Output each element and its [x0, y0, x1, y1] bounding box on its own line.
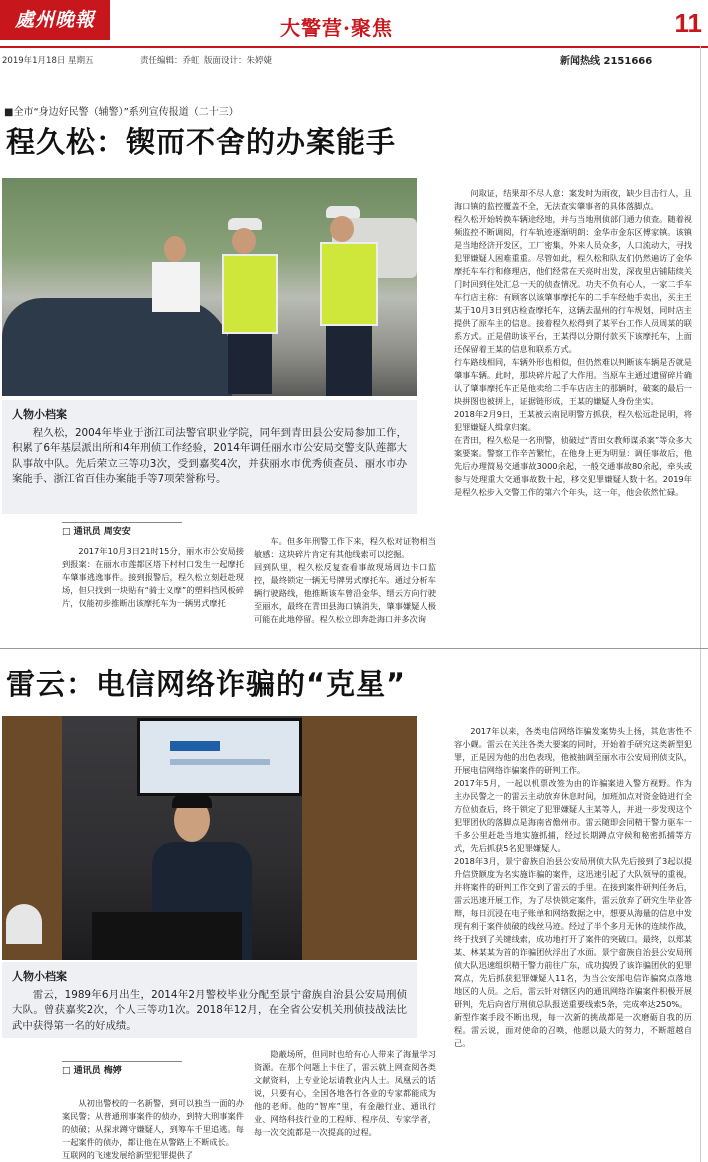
story2-paragraph-b: 隐蔽场所，但同时也给有心人带来了海量学习资源。在那个问题上卡住了，雷云就上网查阅各类文献资料，上专业论坛请教业内人士。凤凰云的话说，只要有心，全国各地各行各业的专家都能成为他的老师。他的“智库”里，有金融行业、通讯行业、网络科技行业的工程师、程序员、专家学者，每一次交流都是一次提高的过程。	[254, 1049, 436, 1137]
page-number: 11	[674, 8, 702, 38]
story2-column-c	[454, 712, 692, 1160]
story2-profile-card	[2, 962, 417, 1038]
story1-paragraph-b: 车。但多年刑警工作下来，程久松对证物相当敏感：这块碎片肯定有其他线索可以挖掘。 回到队里，程久松反复查看事故现场周边卡口监控，最终锁定一辆无号牌男式摩托车。通过分析车辆行驶路线，他推断该车曾沿金华、缙云方向行驶至丽水，最终在青田县海口镇消失，肇事嫌疑人极可能在此地停留。程久松立即奔赴海口并多次询	[254, 536, 436, 624]
story1-paragraph-c: 问取证，结果却不尽人意：案发时为雨夜，缺少目击行人，且海口镇的监控覆盖不全，无法查实肇事者的具体落脚点。 程久松开始转换车辆途经地，并与当地刑侦部门通力侦查。随着视频监控不断调阅，行车轨迹逐渐明朗：金华市金东区傅家镇。该镇是当地经济开发区，工厂密集，外来人员众多，人口流动大，寻找犯罪嫌疑人困难重重。尽管如此，程久松和队友们仍然遍访了金华摩托车车行和修理店，他们经常在天亮时出发，深夜里店铺陆续关门时回到住处汇总一天的侦查情况。功夫不负有心人，一家二手车车行店主称：有顾客以该肇事摩托车的二手车经他手卖出，买主王某于10月3日到店检查摩托车，这辆去温州的行车规划，同时店主提供了原车主的信息。接着程久松得到了某平台工作人员周某的联系方式。正是借助该平台，王某得以分期付款买下该摩托车，上面还保留着王某的信息和联系方式。 行车路线相同，车辆外形也相似，但仍然难以判断该车辆是否就是肇事车辆。此时，那块碎片起了大作用。当原车主通过遗留碎片确认了肇事摩托车正是他卖给二手车店店主的那辆时，破案的最后一块拼图也被拼上，证据链形成，王某的嫌疑人身份坐实。 2018年2月9日，王某被云南昆明警方抓获，程久松远赴昆明，将犯罪嫌疑人缉拿归案。 在青田，程久松是一名刑警，侦破过“青田女教师谋杀案”等众多大案要案。警察工作辛苦繁忙，在他身上更为明显：调任事故后，他先后办理简易交通事故3000余起，一般交通事故80余起，牵头或参与处理重大交通事故数十起，移交犯罪嫌疑人数十名。2019年是程久松步入交警工作的第六个年头，这一年，他会依然忙碌。	[454, 188, 692, 497]
series-tag: ■全市“身边好民警（辅警）”系列宣传报道（二十三）	[4, 107, 239, 118]
newspaper-masthead: 處州晚報	[0, 0, 110, 40]
story1-column-b	[254, 522, 436, 642]
story2-column-a	[62, 1048, 244, 1160]
chair-back	[6, 904, 42, 944]
story1-column-a	[62, 522, 244, 642]
page-margin-rule	[700, 46, 701, 1162]
story1-profile-label: 人物小档案	[12, 408, 67, 421]
story-separator	[0, 648, 708, 649]
story1-paragraph-a: 2017年10月3日21时15分，丽水市公安局接到报案：在丽水市莲都区塔下村村口发生一起摩托车肇事逃逸事件。接到报警后，程久松立刻赶赴现场，但只找到一块贴有“骑士义摩”的塑料挡风板碎片，仅能初步推断出该摩托车为一辆男式摩托	[62, 546, 244, 608]
story1-profile-card	[2, 400, 417, 514]
story2-paragraph-c: 2017年以来，各类电信网络诈骗发案势头上扬，其危害性不容小觑。雷云在关注各类大要案的同时，开始着手研究这类新型犯罪，正是因为他的出色表现，他被抽调至丽水市公安局刑侦支队，开展电信网络诈骗案件的研判工作。 2017年5月，一起以机票改签为由的诈骗案进入警方视野。作为主办民警之一的雷云主动放弃休息时间，加班加点对资金链进行全方位侦查后，终于锁定了犯罪嫌疑人主某等人，并进一步发现这个犯罪团伙的落脚点是海南省儋州市。雷云随即会同精干警力驱车一千多公里赶赴当地实施抓捕，经过长期蹲点守候和秘密抓捕等方式，先后抓获5名犯罪嫌疑人。 2018年3月，景宁畲族自治县公安局刑侦大队先后接到了3起以提升信贷额度为名实施诈骗的案件，这迅速引起了大队领导的重视，并将案件的研判工作交到了雷云的手里。在接到案件研判任务后，雷云迅速开展工作，为了尽快锁定案件，雷云放弃了研究生毕业答辩，每日沉浸在电子账单和网络数据之中，想要从海量的信息中发现有利于案件侦破的线丝马迹。经过了半个多月无休的连续作战，终于找到了关键线索，成功地打开了案件的突破口。最终，以郑某某、林某某为首的诈骗团伙浮出了水面。景宁畲族自治县公安局刑侦大队迅速组织精干警力前往广东，成功捣毁了该诈骗团伙的犯罪窝点，先后抓获犯罪嫌疑人11名，为当公安部电信诈骗窝点落地地区的人员。之后，雷云针对辖区内的通讯网络诈骗案件积极开展研判，先后向省厅刑侦总队报送重要线索5条，完成率达250%。 新型作案手段不断出现，每一次新的挑战都是一次磨砺自我的历程。雷云说，面对使命的召唤，他愿以最大的努力，不断超越自己。	[454, 726, 692, 1048]
story2-photo	[2, 716, 417, 960]
lectern	[92, 912, 242, 960]
story2-column-b	[254, 1048, 436, 1160]
designer-credit: 版面设计：朱婷婕	[204, 56, 273, 66]
editor-credit: 责任编辑：乔虹	[140, 56, 200, 66]
story2-paragraph-a: 从初出警校的一名新警，到可以独当一面的办案民警；从普通刑事案件的侦办，到特大刑事案件的侦破；从探求蹲守嫌疑人，到筹车千里追逃。每一起案件的侦办，都让他在从警路上不断成长。 互联网的飞速发展给新型犯罪提供了	[62, 1098, 244, 1160]
story1-headline: 程久松：锲而不舍的办案能手	[6, 125, 397, 159]
column-title: 大警营·聚焦	[280, 16, 393, 40]
news-hotline: 新闻热线 2151666	[560, 56, 653, 67]
header-rule	[0, 46, 708, 48]
story1-column-c	[454, 174, 692, 644]
story2-profile-text: 雷云，1989年6月出生，2014年2月警校毕业分配至景宁畲族自治县公安局刑侦大队。曾获嘉奖2次，个人三等功1次。2018年12月，在全省公安机关刑侦技战法比武中获得第一名的好成绩。	[12, 989, 407, 1032]
story1-byline: □ 通讯员 周安安	[62, 522, 182, 539]
story1-profile-text: 程久松，2004年毕业于浙江司法警官职业学院，同年到青田县公安局参加工作，积累了6年基层派出所和4年刑侦工作经验，2014年调任丽水市公安局交警支队莲都大队事故中队。先后荣立三等功3次，受到嘉奖4次，并获丽水市优秀侦查员、丽水市办案能手、浙江省百佳办案能手等7项荣誉称号。	[12, 427, 407, 486]
story2-byline: □ 通讯员 梅婷	[62, 1061, 182, 1078]
wood-panel-right	[302, 716, 417, 960]
story2-profile-label: 人物小档案	[12, 970, 67, 983]
car-silhouette	[2, 298, 232, 396]
story2-headline: 雷云：电信网络诈骗的“克星”	[6, 667, 407, 701]
issue-date: 2019年1月18日 星期五	[2, 56, 94, 66]
display-screen	[137, 718, 302, 796]
story1-photo	[2, 178, 417, 396]
